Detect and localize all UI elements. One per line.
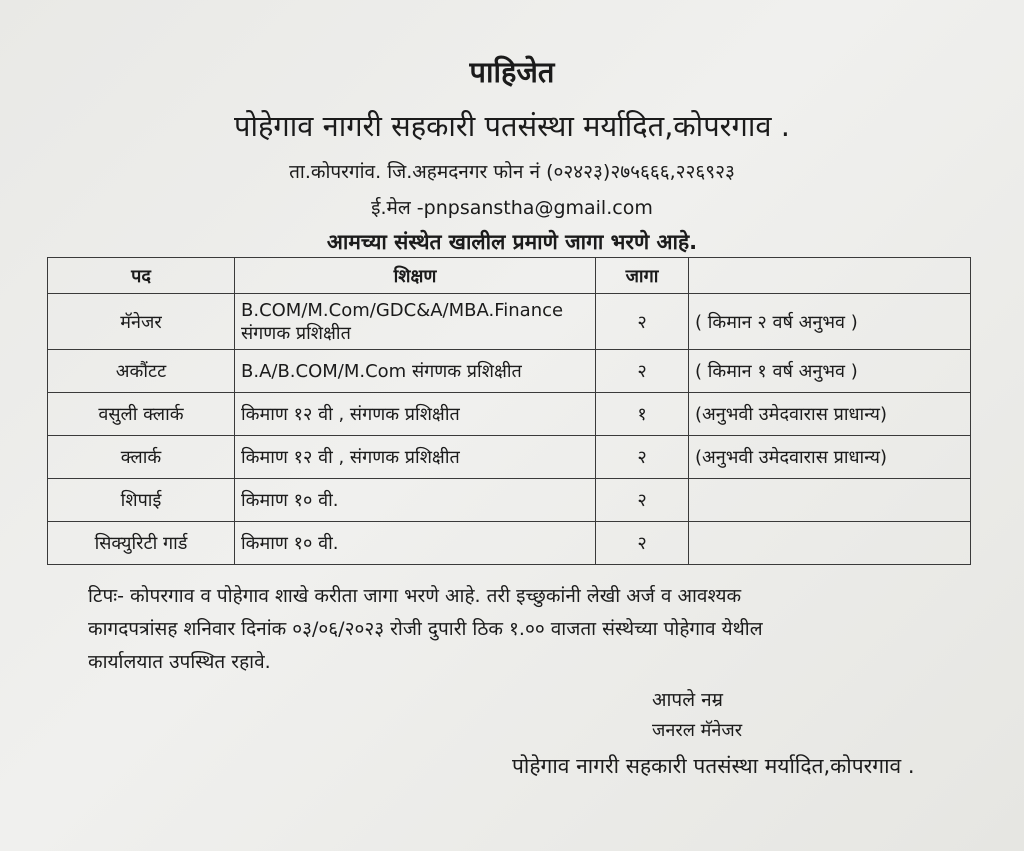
organization-title: पोहेगाव नागरी सहकारी पतसंस्था मर्यादित,कोपरगाव . (234, 109, 790, 143)
note-cell (689, 479, 971, 522)
tip-line-2: कागदपत्रांसह शनिवार दिनांक ०३/०६/२०२३ रोजी दुपारी ठिक १.०० वाजता संस्थेच्या पोहेगाव येथील (88, 618, 763, 640)
signature-organization: पोहेगाव नागरी सहकारी पतसंस्था मर्यादित,कोपरगाव . (512, 754, 915, 778)
seats-cell: २ (596, 479, 689, 522)
table-header-row (48, 258, 971, 294)
contact-line: ता.कोपरगांव. जि.अहमदनगर फोन नं (०२४२३)२७५६६६,२२६९२३ (289, 161, 735, 183)
note-cell: ( किमान २ वर्ष अनुभव ) (689, 294, 971, 350)
table-row (48, 350, 971, 393)
vacancy-table (47, 257, 971, 565)
intro-line: आमच्या संस्थेत खालील प्रमाणे जागा भरणे आहे. (326, 230, 698, 254)
post-cell: वसुली क्लार्क (48, 393, 235, 436)
note-cell: ( किमान १ वर्ष अनुभव ) (689, 350, 971, 393)
education-line: B.A/B.COM/M.Com संगणक प्रशिक्षीत (241, 360, 522, 382)
post-cell: सिक्युरिटी गार्ड (48, 522, 235, 565)
seats-cell: २ (596, 294, 689, 350)
table-row (48, 436, 971, 479)
notice-heading: पाहिजेत (469, 55, 555, 89)
post-cell: शिपाई (48, 479, 235, 522)
header-seats: जागा (596, 258, 689, 294)
education-line: किमाण १० वी. (241, 489, 339, 511)
education-cell (235, 436, 596, 479)
education-cell (235, 393, 596, 436)
education-line: संगणक प्रशिक्षीत (241, 322, 351, 344)
education-line: किमाण १२ वी , संगणक प्रशिक्षीत (241, 403, 460, 425)
education-cell (235, 522, 596, 565)
signature-role: जनरल मॅनेजर (652, 720, 743, 741)
seats-cell: २ (596, 522, 689, 565)
header-post: पद (48, 258, 235, 294)
note-cell (689, 522, 971, 565)
note-cell: (अनुभवी उमेदवारास प्राधान्य) (689, 393, 971, 436)
education-cell (235, 350, 596, 393)
note-cell: (अनुभवी उमेदवारास प्राधान्य) (689, 436, 971, 479)
table-row (48, 294, 971, 350)
education-cell (235, 294, 596, 350)
education-line: किमाण १२ वी , संगणक प्रशिक्षीत (241, 446, 460, 468)
header-note (689, 258, 971, 294)
tip-note (88, 580, 968, 679)
tip-line-3: कार्यालयात उपस्थित रहावे. (88, 651, 271, 673)
table-row (48, 479, 971, 522)
tip-line-1: टिपः- कोपरगाव व पोहेगाव शाखे करीता जागा भरणे आहे. तरी इच्छुकांनी लेखी अर्ज व आवश्यक (88, 585, 742, 607)
post-cell: क्लार्क (48, 436, 235, 479)
email-line: ई.मेल -pnpsanstha@gmail.com (371, 197, 653, 219)
seats-cell: २ (596, 350, 689, 393)
table-row (48, 522, 971, 565)
education-cell (235, 479, 596, 522)
signature-closing: आपले नम्र (652, 689, 724, 711)
education-line: किमाण १० वी. (241, 532, 339, 554)
seats-cell: २ (596, 436, 689, 479)
post-cell: अकौंटट (48, 350, 235, 393)
education-line: B.COM/M.Com/GDC&A/MBA.Finance (241, 299, 564, 321)
seats-cell: १ (596, 393, 689, 436)
post-cell: मॅनेजर (48, 294, 235, 350)
header-education: शिक्षण (235, 258, 596, 294)
table-row (48, 393, 971, 436)
